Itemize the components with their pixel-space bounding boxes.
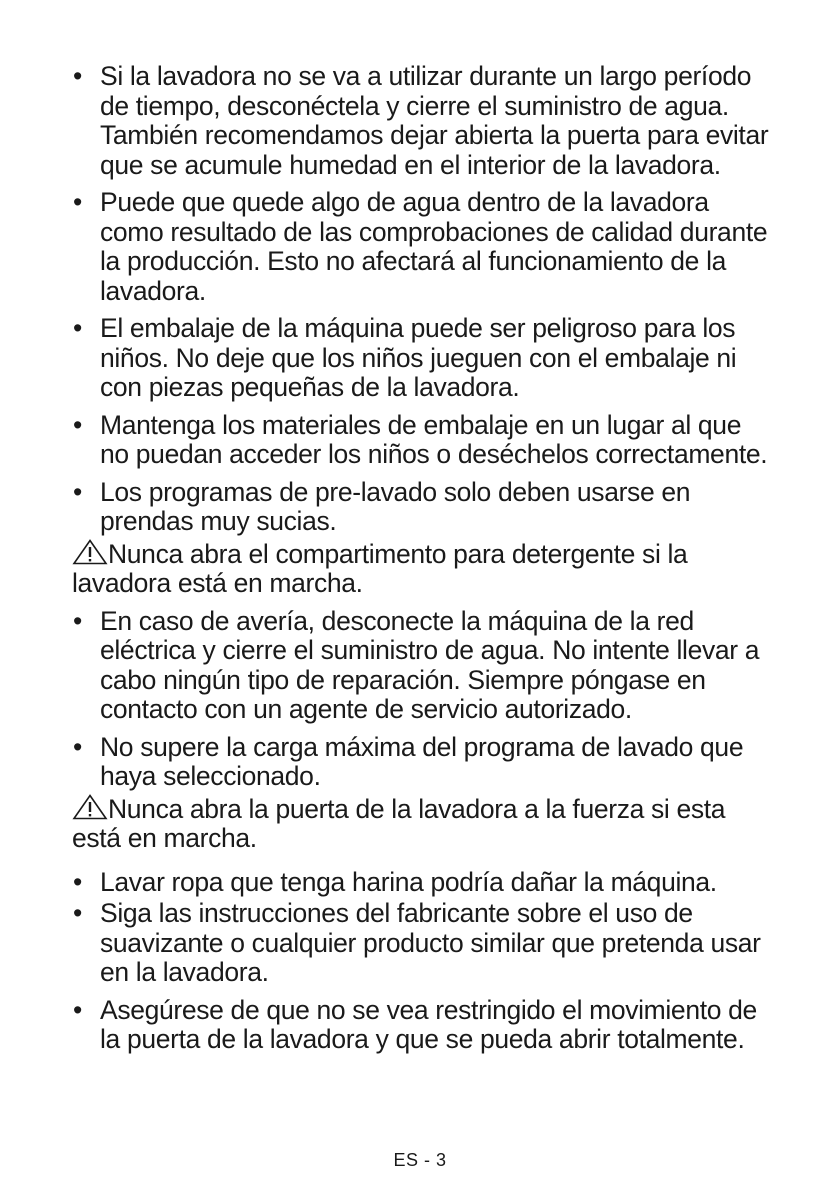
bullet-marker: •	[73, 605, 82, 636]
bullet-marker: •	[73, 898, 82, 928]
list-item-text: El embalaje de la máquina puede ser peligroso para los niños. No deje que los niños jueguen con el embalaje ni con piezas pequeñas de la lavadora.	[100, 313, 737, 402]
list-item	[72, 996, 772, 1055]
list-item	[72, 188, 772, 306]
bullet-marker: •	[73, 731, 82, 762]
warning-note	[72, 794, 772, 854]
bullet-marker: •	[73, 61, 82, 91]
list-item	[72, 478, 772, 537]
list-item	[72, 868, 772, 898]
warning-text: Nunca abra la puerta de la lavadora a la fuerza si esta está en marcha.	[72, 793, 726, 853]
bullet-marker: •	[73, 866, 82, 897]
warning-triangle-icon	[72, 539, 108, 565]
list-item	[72, 899, 772, 988]
list-item-text: Mantenga los materiales de embalaje en un lugar al que no puedan acceder los niños o deséchelos correctamente.	[100, 409, 768, 469]
list-item-text: Lavar ropa que tenga harina podría dañar la máquina.	[100, 866, 717, 897]
list-item-text: Siga las instrucciones del fabricante sobre el uso de suavizante o cualquier producto similar que pretenda usar en la lavadora.	[100, 898, 761, 987]
list-item	[72, 314, 772, 403]
list-item-text: Los programas de pre-lavado solo deben usarse en prendas muy sucias.	[100, 476, 691, 536]
bullet-marker: •	[73, 313, 82, 343]
bullet-marker: •	[73, 187, 82, 217]
list-item-text: Asegúrese de que no se vea restringido el movimiento de la puerta de la lavadora y que se pueda abrir totalmente.	[100, 994, 757, 1054]
list-item-text: En caso de avería, desconecte la máquina de la red eléctrica y cierre el suministro de agua. No intente llevar a cabo ningún tipo de reparación. Siempre póngase en contacto con un agente de servicio autorizado.	[100, 605, 760, 724]
list-item	[72, 411, 772, 470]
list-item-text: Puede que quede algo de agua dentro de la lavadora como resultado de las comprobaciones de calidad durante la producción. Esto no afectará al funcionamiento de la lavadora.	[100, 187, 768, 306]
warning-triangle-icon	[72, 794, 108, 820]
list-item-text: No supere la carga máxima del programa de lavado que haya seleccionado.	[100, 731, 744, 791]
list-item	[72, 607, 772, 725]
page-number: ES - 3	[393, 1150, 447, 1170]
warning-note	[72, 539, 772, 599]
list-item	[72, 62, 772, 180]
warning-text: Nunca abra el compartimento para detergente si la lavadora está en marcha.	[72, 538, 688, 598]
list-item	[72, 733, 772, 792]
page-content	[72, 62, 772, 1055]
bullet-marker: •	[73, 476, 82, 507]
list-item-text: Si la lavadora no se va a utilizar durante un largo período de tiempo, desconéctela y cierre el suministro de agua. También recomendamos dejar abierta la puerta para evitar que se acumule humedad en el interior de la lavadora.	[100, 61, 769, 180]
bullet-marker: •	[73, 994, 82, 1025]
bullet-marker: •	[73, 409, 82, 440]
